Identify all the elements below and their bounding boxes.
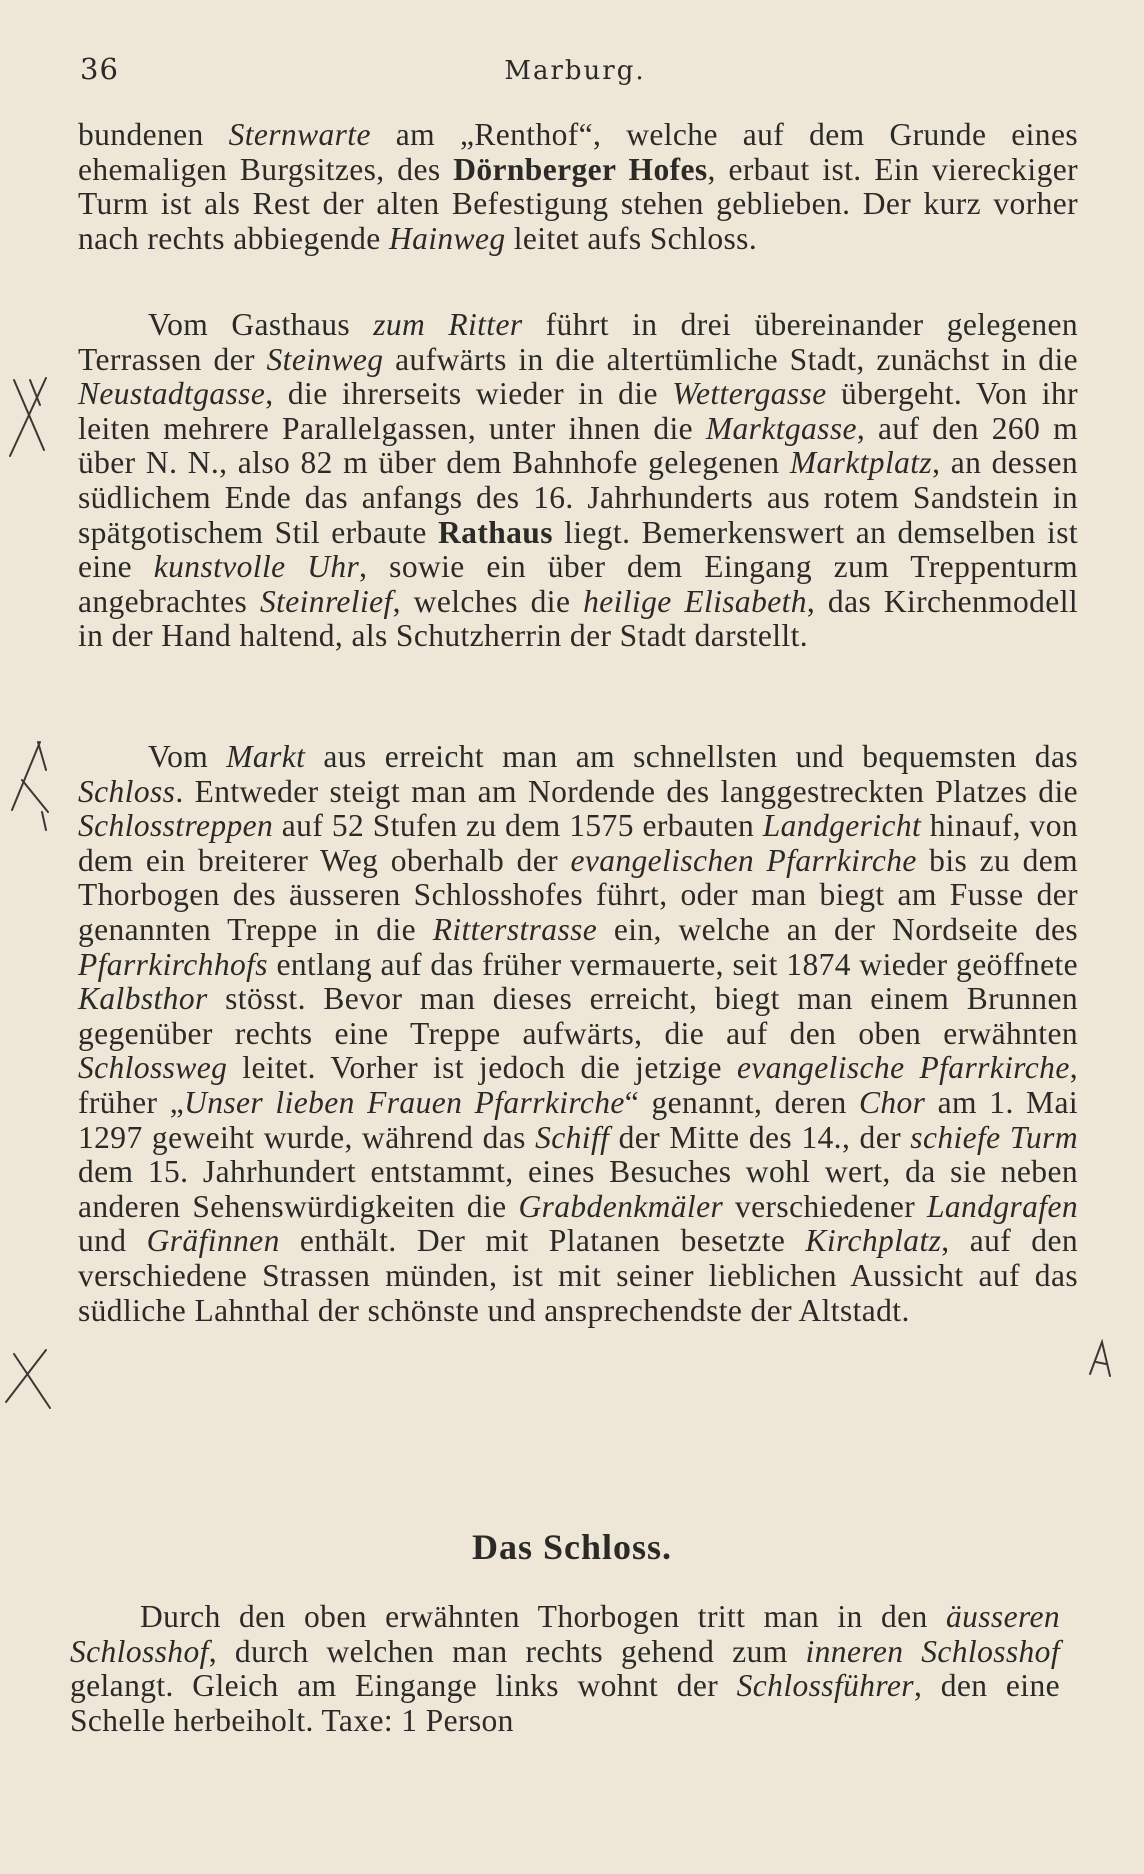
text-run: am „Renthof“, welche auf dem Grunde eines ehemaligen Burgsitzes, des (78, 117, 1078, 187)
emphasis: Gräfinnen (146, 1223, 280, 1259)
emphasis: Steinweg (266, 341, 384, 377)
text-run: dem 15. Jahrhundert entstammt, eines Besuches wohl wert, da sie neben anderen Sehenswürdigkeiten die (78, 1154, 1078, 1224)
text-run: . Entweder steigt man am Nordende des langgestreckten Platzes die (175, 773, 1078, 809)
margin-cross-mark (10, 378, 46, 456)
bold-term: Dörnberger Hofes (453, 151, 708, 187)
text-run: , auf den 260 m über N. N., also 82 m über dem Bahnhofe gelegenen (78, 410, 1078, 481)
emphasis: äusseren Schlosshof (70, 1599, 1060, 1669)
running-title: Marburg. (504, 56, 646, 86)
text-run: führt in drei übereinander gelegenen Terrassen der (78, 307, 1078, 377)
emphasis: Schloss (78, 773, 176, 809)
emphasis: kunstvolle Uhr (153, 549, 360, 585)
text-run: ein, welche an der Nordseite des (597, 911, 1079, 947)
text-run: , sowie ein über dem Eingang zum Treppenturm angebrachtes (78, 549, 1078, 619)
text-run: und (78, 1223, 147, 1259)
text-run: , den eine Schelle herbeiholt. Taxe: 1 Person (70, 1668, 1060, 1738)
text-run: gelangt. Gleich am Eingange links wohnt der (70, 1668, 737, 1704)
margin-cross-mark (6, 1350, 50, 1408)
emphasis: Ritterstrasse (432, 911, 598, 947)
text-run: übergeht. Von ihr leiten mehrere Parallelgassen, unter ihnen die (78, 376, 1078, 446)
bold-term: Rathaus (438, 514, 553, 550)
text-run: , die ihrerseits wieder in die (265, 376, 673, 412)
emphasis: Neustadtgasse (78, 376, 266, 412)
emphasis: Steinrelief (259, 583, 393, 619)
paragraph-4-text (70, 1600, 1060, 1738)
text-run: , auf den verschiedene Strassen münden, ist mit seiner lieblichen Aussicht auf das südliche Lahnthal der schönste und ansprechendste der Altstadt. (78, 1223, 1078, 1328)
text-run: der Mitte des 14., der (609, 1119, 911, 1155)
emphasis: Schiff (535, 1119, 610, 1155)
emphasis: Chor (858, 1084, 926, 1120)
paragraph-3 (78, 740, 1078, 1328)
paragraph-3-text (78, 740, 1078, 1328)
emphasis: heilige Elisabeth (583, 583, 807, 619)
emphasis: Landgrafen (926, 1188, 1078, 1224)
text-run: hinauf, von dem ein breiterer Weg oberhalb der (78, 808, 1078, 878)
emphasis: Pfarrkirchhofs (78, 946, 268, 982)
paragraph-2-text (78, 308, 1078, 654)
page-number: 36 (80, 52, 119, 86)
text-run: verschiedener (723, 1188, 927, 1224)
emphasis: evangelische Pfarrkirche (736, 1050, 1070, 1086)
emphasis: evangelischen Pfarrkirche (570, 842, 917, 878)
text-run: Vom (148, 739, 227, 774)
text-run: liegt. Bemerkenswert an demselben ist eine (78, 514, 1079, 585)
text-run: stösst. Bevor man dieses erreicht, biegt man einem Brunnen gegenüber rechts eine Treppe aufwärts, die auf den oben erwähnten (78, 981, 1078, 1051)
emphasis: Kirchplatz (805, 1223, 942, 1259)
emphasis: schiefe Turm (910, 1119, 1078, 1155)
text-run: bis zu dem Thorbogen des äusseren Schlosshofes führt, oder man biegt am Fusse der genannten Treppe in die (78, 842, 1078, 947)
emphasis: Kalbsthor (78, 981, 208, 1017)
margin-cross-mark (12, 742, 48, 830)
emphasis: Marktgasse (705, 410, 857, 446)
text-run: leitet. Vorher ist jedoch die jetzige (227, 1050, 737, 1086)
emphasis: Sternwarte (228, 117, 371, 152)
paragraph-2 (78, 308, 1078, 654)
page-header (80, 52, 1070, 92)
text-run: aufwärts in die altertümliche Stadt, zunächst in die (383, 341, 1078, 377)
text-run: , früher „ (78, 1050, 1078, 1120)
text-run: , durch welchen man rechts gehend zum (208, 1633, 806, 1669)
paragraph-4 (70, 1600, 1060, 1738)
emphasis: Marktplatz (789, 445, 933, 481)
paragraph-1 (78, 118, 1078, 256)
emphasis: Grabdenkmäler (518, 1188, 724, 1224)
emphasis: Wettergasse (672, 376, 827, 412)
text-run: entlang auf das früher vermauerte, seit 1874 wieder geöffnete (267, 946, 1078, 982)
text-run: Durch den oben erwähnten Thorbogen tritt man in den (140, 1599, 946, 1634)
emphasis: inneren Schlosshof (805, 1633, 1060, 1669)
text-run: , erbaut ist. Ein viereckiger Turm ist als Rest der alten Befestigung stehen geblieben. Der kurz vorher nach rechts abbiegende (78, 151, 1078, 256)
emphasis: Hainweg (388, 220, 506, 256)
emphasis: Schlosstreppen (78, 808, 274, 844)
emphasis: Markt (226, 739, 306, 774)
text-run: aus erreicht man am schnellsten und bequemsten das (305, 739, 1078, 774)
text-run: bundenen (78, 117, 229, 152)
emphasis: Schlossweg (78, 1050, 228, 1086)
text-run: Vom Gasthaus (148, 307, 374, 342)
text-run: enthält. Der mit Platanen besetzte (279, 1223, 806, 1259)
emphasis: Schlossführer (736, 1668, 914, 1704)
text-run: , das Kirchenmodell in der Hand haltend, als Schutzherrin der Stadt darstellt. (78, 583, 1078, 654)
section-heading: Das Schloss. (471, 1527, 673, 1567)
text-run: , welches die (392, 583, 584, 619)
paragraph-1-text (78, 118, 1078, 256)
text-run: , an dessen südlichem Ende das anfangs des 16. Jahrhunderts aus rotem Sandstein in spätgotischem Stil erbaute (78, 445, 1078, 550)
emphasis: Unser lieben Frauen Pfarrkirche (184, 1084, 625, 1120)
text-run: “ genannt, deren (624, 1084, 859, 1120)
margin-cross-mark (1090, 1342, 1110, 1376)
text-run: leitet aufs Schloss. (505, 220, 758, 256)
emphasis: zum Ritter (373, 307, 523, 342)
text-run: auf 52 Stufen zu dem 1575 erbauten (273, 808, 763, 844)
text-run: am 1. Mai 1297 geweiht wurde, während das (78, 1084, 1078, 1155)
emphasis: Landgericht (762, 808, 922, 844)
